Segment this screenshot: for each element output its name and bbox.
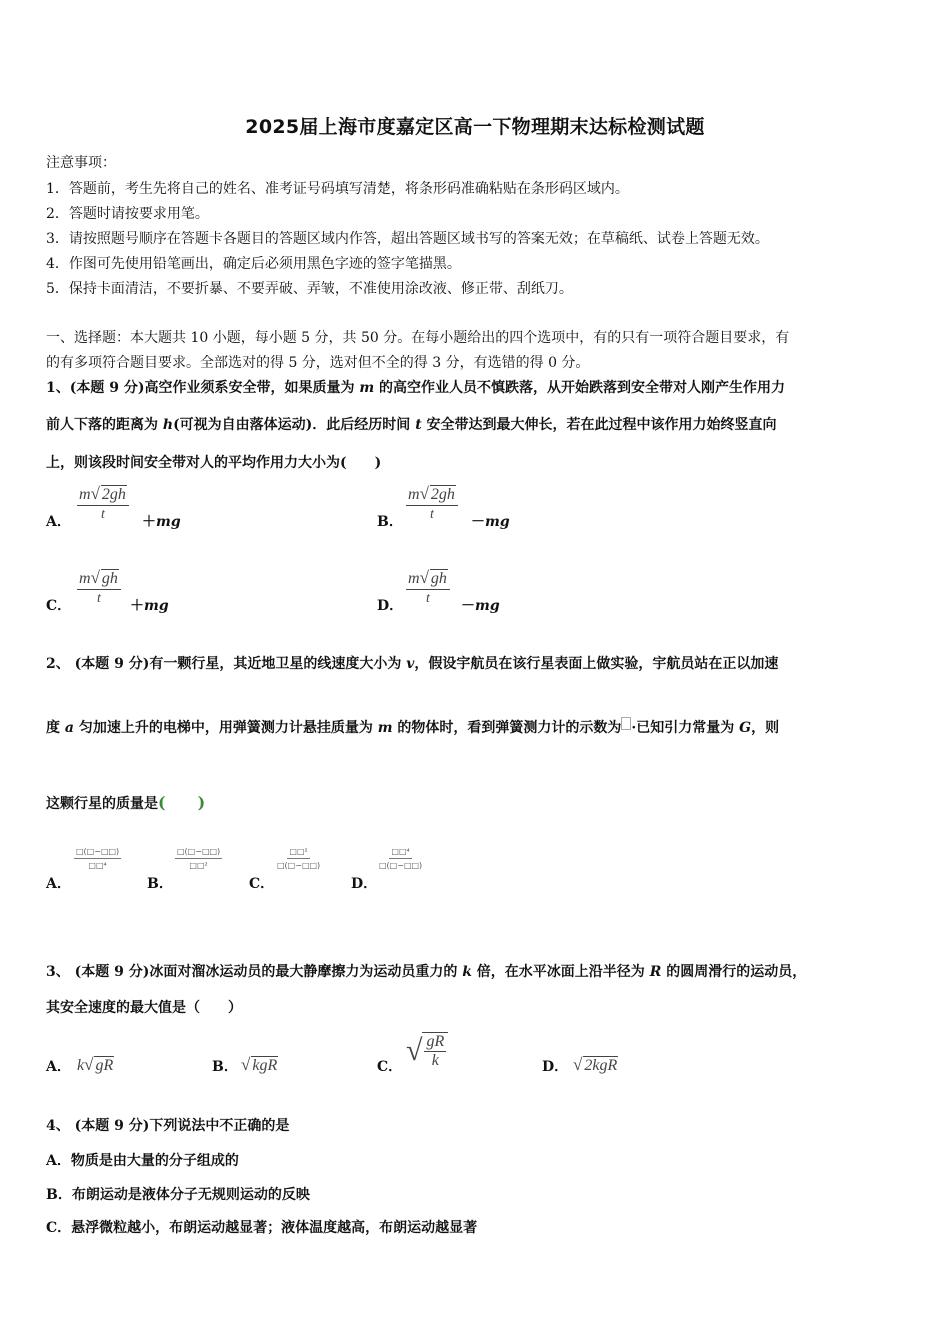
- q3-option-d-expr: √ 2kgR: [573, 1055, 618, 1074]
- section-intro: 一、选择题：本大题共 10 小题，每小题 5 分，共 50 分。在每小题给出的四个选项中，有的只有一项符合题目要求，有: [46, 330, 790, 346]
- q1-option-b-fraction: $\frac{m√ 2gh}{t}$: [406, 484, 458, 523]
- q2-option-b-label[interactable]: B．: [147, 876, 173, 892]
- notice-item: 1．答题前，考生先将自己的姓名、准考证号码填写清楚，将条形码准确粘贴在条形码区域内。: [46, 181, 629, 197]
- q1-option-c-label[interactable]: C．: [46, 598, 72, 614]
- q1-option-a-tail: ＋mg: [142, 514, 181, 530]
- q3-option-c-expr: √ gR k: [406, 1032, 448, 1070]
- q2-option-d-fraction: □□⁴ □(□−□□): [379, 847, 423, 870]
- notice-item: 4．作图可先使用铅笔画出，确定后必须用黑色字迹的签字笔描黑。: [46, 256, 461, 272]
- q3-stem-line2: 其安全速度的最大值是（ ）: [46, 1000, 242, 1016]
- q3-option-a-expr: k√ gR: [77, 1055, 114, 1074]
- q1-stem-line1: 1、(本题 9 分)高空作业须系安全带，如果质量为 m 的高空作业人员不慎跌落，从开始跌落到安全带对人刚产生作用力: [46, 380, 786, 396]
- q2-option-d-label[interactable]: D．: [351, 876, 378, 892]
- q3-stem-line1: 3、 (本题 9 分)冰面对溜冰运动员的最大静摩擦力为运动员重力的 k 倍，在水平冰面上沿半径为 R 的圆周滑行的运动员，: [46, 964, 807, 980]
- q2-option-c-label[interactable]: C．: [249, 876, 275, 892]
- q3-option-b-expr: √ kgR: [241, 1055, 278, 1074]
- q1-option-c-fraction: $\frac{m√ gh}{t}$: [77, 568, 121, 607]
- q2-stem-line3: 这颗行星的质量是( ): [46, 793, 206, 812]
- q4-option-a[interactable]: A．物质是由大量的分子组成的: [46, 1153, 239, 1169]
- q3-option-a-label[interactable]: A．: [46, 1059, 71, 1075]
- q2-option-b-fraction: □(□−□□) □□²: [177, 847, 221, 870]
- q1-option-b-label[interactable]: B．: [377, 514, 403, 530]
- placeholder-box-icon: [621, 717, 631, 730]
- q1-option-a-label[interactable]: A．: [46, 514, 71, 530]
- q2-stem-line2: 度 a 匀加速上升的电梯中，用弹簧测力计悬挂质量为 m 的物体时，看到弹簧测力计的示数为 ·已知引力常量为 G，则: [46, 717, 779, 737]
- q1-stem-line2: 前人下落的距离为 h(可视为自由落体运动)．此后经历时间 t 安全带达到最大伸长，若在此过程中该作用力始终竖直向: [46, 417, 777, 433]
- notice-heading: 注意事项：: [46, 155, 116, 171]
- q2-stem-line1: 2、 (本题 9 分)有一颗行星，其近地卫星的线速度大小为 v，假设宇航员在该行星表面上做实验，宇航员站在正以加速: [46, 656, 779, 672]
- q1-option-a-fraction: $\frac{m√ 2gh}{t}$: [77, 484, 129, 523]
- q1-option-b-tail: －mg: [471, 514, 510, 530]
- q1-option-d-fraction: $\frac{m√ gh}{t}$: [406, 568, 450, 607]
- q1-option-c-tail: ＋mg: [130, 598, 169, 614]
- notice-item: 3．请按照题号顺序在答题卡各题目的答题区域内作答，超出答题区域书写的答案无效；在草稿纸、试卷上答题无效。: [46, 231, 769, 247]
- notice-item: 5．保持卡面清洁，不要折暴、不要弄破、弄皱，不准使用涂改液、修正带、刮纸刀。: [46, 281, 573, 297]
- answer-paren: ( ): [158, 793, 206, 812]
- q4-option-b[interactable]: B．布朗运动是液体分子无规则运动的反映: [46, 1187, 310, 1203]
- q1-option-d-tail: －mg: [461, 598, 500, 614]
- q1-stem-line3: 上，则该段时间安全带对人的平均作用力大小为( ): [46, 455, 382, 471]
- q3-option-b-label[interactable]: B．: [212, 1059, 238, 1075]
- q3-option-d-label[interactable]: D．: [542, 1059, 569, 1075]
- q2-option-a-fraction: □(□−□□) □□⁴: [76, 847, 120, 870]
- q3-option-c-label[interactable]: C．: [377, 1059, 403, 1075]
- q4-stem: 4、 (本题 9 分)下列说法中不正确的是: [46, 1118, 290, 1134]
- notice-item: 2．答题时请按要求用笔。: [46, 206, 209, 222]
- q4-option-c[interactable]: C．悬浮微粒越小，布朗运动越显著；液体温度越高，布朗运动越显著: [46, 1220, 478, 1236]
- q2-option-a-label[interactable]: A．: [46, 876, 71, 892]
- section-intro: 的有多项符合题目要求。全部选对的得 5 分，选对但不全的得 3 分，有选错的得 0 分。: [46, 355, 590, 371]
- page-title: 2025届上海市度嘉定区高一下物理期末达标检测试题: [245, 116, 705, 138]
- q1-option-d-label[interactable]: D．: [377, 598, 404, 614]
- q2-option-c-fraction: □□² □(□−□□): [277, 847, 321, 870]
